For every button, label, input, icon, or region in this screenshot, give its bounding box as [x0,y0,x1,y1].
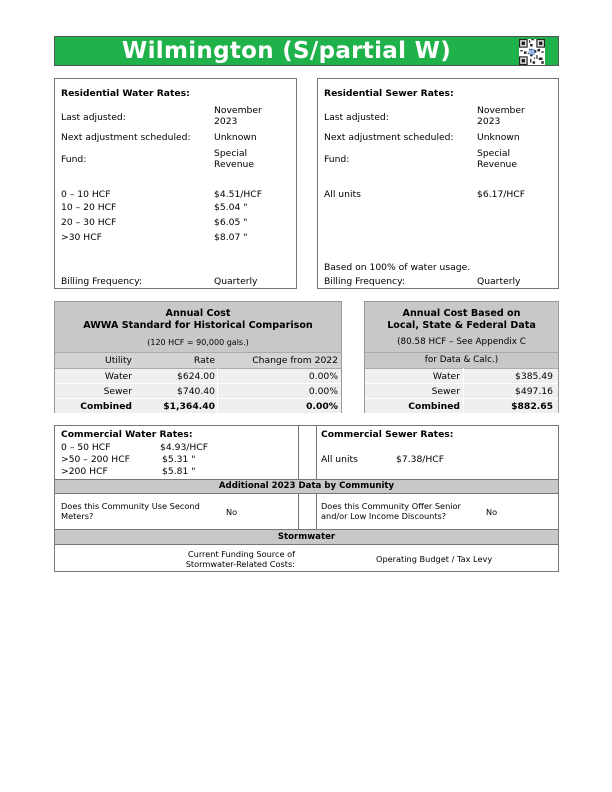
second-meters-question: Does this Community Use Second Meters? [61,501,200,521]
tier-rate: $4.93/HCF [160,442,209,453]
tier-rate: $4.51/HCF [214,189,263,200]
commercial-and-additional-panel [54,425,559,572]
tier-rate: $5.04 " [214,202,248,213]
awwa-title: Annual Cost [165,308,231,319]
table-row-rate: $624.00 [177,371,215,382]
table-row-utility: Combined [408,401,460,412]
additional-data-heading: Additional 2023 Data by Community [218,481,395,491]
next-adjustment-value: Unknown [477,132,520,143]
all-units-rate: $6.17/HCF [477,189,526,200]
table-row-change: 0.00% [308,371,338,382]
stormwater-heading: Stormwater [277,532,336,542]
table-row-rate: $1,364.40 [163,401,215,412]
tier-range: 20 – 30 HCF [61,217,117,228]
awwa-subtitle: (120 HCF = 90,000 gals.) [147,338,249,347]
all-units-label: All units [321,454,358,465]
last-adjusted-value: November 2023 [477,105,525,127]
table-row-utility: Water [432,371,460,382]
local-title-line2: Local, State & Federal Data [387,320,536,331]
table-row-utility: Water [104,371,132,382]
page-title: Wilmington (S/partial W) [121,38,452,64]
table-row-utility: Sewer [431,386,460,397]
annual-cost-awwa-table [54,301,342,413]
table-row-rate: $882.65 [511,401,553,412]
tier-range: 0 – 50 HCF [61,442,111,453]
usage-basis-note: Based on 100% of water usage. [324,262,471,273]
column-header-change: Change from 2022 [252,355,338,366]
residential-water-heading: Residential Water Rates: [61,88,190,99]
fund-value: Special Revenue [477,148,518,170]
billing-frequency-label: Billing Frequency: [61,276,142,287]
title-banner [54,36,559,66]
tier-rate: $6.05 " [214,217,248,228]
residential-sewer-heading: Residential Sewer Rates: [324,88,454,99]
last-adjusted-label: Last adjusted: [61,112,126,123]
billing-frequency-value: Quarterly [214,276,258,287]
next-adjustment-label: Next adjustment scheduled: [324,132,454,143]
qr-code-icon [519,39,545,65]
residential-water-panel [54,78,297,289]
awwa-title-line2: AWWA Standard for Historical Comparison [83,320,313,331]
tier-rate: $8.07 " [214,232,248,243]
discounts-answer: No [486,507,498,517]
stormwater-funding-label: Current Funding Source of Stormwater-Related Costs: [185,549,295,569]
tier-range: >50 – 200 HCF [61,454,130,465]
table-row-utility: Combined [80,401,132,412]
next-adjustment-value: Unknown [214,132,257,143]
table-row-rate: $740.40 [177,386,215,397]
local-title: Annual Cost Based on [402,308,521,319]
tier-rate: $5.81 " [162,466,196,477]
table-row-change: 0.00% [306,401,338,412]
billing-frequency-label: Billing Frequency: [324,276,405,287]
tier-rate: $5.31 " [162,454,196,465]
commercial-sewer-heading: Commercial Sewer Rates: [321,429,454,440]
table-row-rate: $385.49 [515,371,553,382]
tier-range: >200 HCF [61,466,108,477]
all-units-rate: $7.38/HCF [396,454,445,465]
last-adjusted-value: November 2023 [214,105,262,127]
local-subtitle: (80.58 HCF – See Appendix C [397,337,526,347]
table-row-change: 0.00% [308,386,338,397]
tier-range: 0 – 10 HCF [61,189,111,200]
table-row-rate: $497.16 [515,386,553,397]
tier-range: >30 HCF [61,232,102,243]
stormwater-funding-value: Operating Budget / Tax Levy [376,554,493,564]
tier-range: 10 – 20 HCF [61,202,117,213]
commercial-water-heading: Commercial Water Rates: [61,429,193,440]
annual-cost-local-table [364,301,559,413]
local-subtitle-line2: for Data & Calc.) [424,355,499,365]
column-header-rate: Rate [193,355,215,366]
fund-label: Fund: [61,154,87,165]
fund-label: Fund: [324,154,350,165]
second-meters-answer: No [226,507,238,517]
next-adjustment-label: Next adjustment scheduled: [61,132,191,143]
all-units-label: All units [324,189,361,200]
fund-value: Special Revenue [214,148,255,170]
residential-sewer-panel [317,78,559,289]
last-adjusted-label: Last adjusted: [324,112,389,123]
billing-frequency-value: Quarterly [477,276,521,287]
column-header-utility: Utility [104,355,132,366]
discounts-question: Does this Community Offer Senior and/or Low Income Discounts? [321,501,461,521]
table-row-utility: Sewer [103,386,132,397]
